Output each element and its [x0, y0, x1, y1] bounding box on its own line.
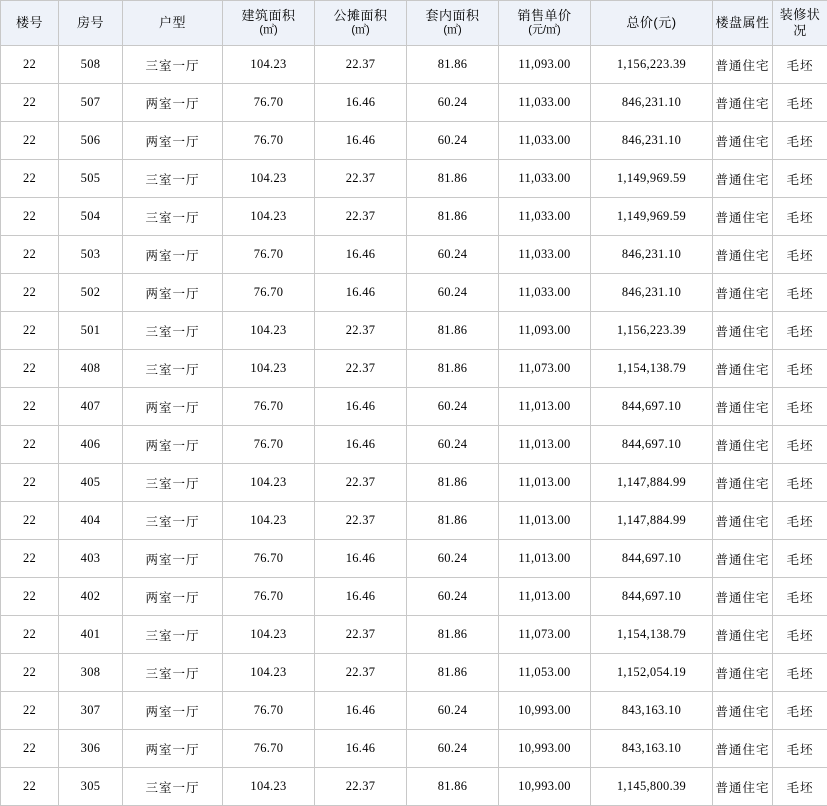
table-cell: 两室一厅	[123, 274, 223, 312]
table-cell: 60.24	[407, 692, 499, 730]
table-cell: 22	[1, 578, 59, 616]
column-header-title: 公摊面积	[316, 8, 405, 24]
table-cell: 22.37	[315, 198, 407, 236]
table-cell: 11,053.00	[499, 654, 591, 692]
table-cell: 16.46	[315, 730, 407, 768]
table-cell: 三室一厅	[123, 464, 223, 502]
column-header-4	[315, 1, 407, 46]
table-cell: 76.70	[223, 274, 315, 312]
table-cell: 60.24	[407, 122, 499, 160]
table-cell: 11,013.00	[499, 502, 591, 540]
table-cell: 1,156,223.39	[591, 46, 713, 84]
table-cell: 11,013.00	[499, 426, 591, 464]
table-header	[1, 1, 827, 46]
table-row	[1, 160, 827, 198]
table-cell: 普通住宅	[713, 426, 773, 464]
column-header-title: 户型	[124, 15, 221, 31]
table-cell: 22	[1, 616, 59, 654]
table-cell: 81.86	[407, 198, 499, 236]
table-cell: 两室一厅	[123, 122, 223, 160]
table-cell: 16.46	[315, 426, 407, 464]
table-cell: 16.46	[315, 84, 407, 122]
table-cell: 毛坯	[773, 84, 827, 122]
table-cell: 81.86	[407, 768, 499, 806]
table-cell: 普通住宅	[713, 730, 773, 768]
table-cell: 60.24	[407, 236, 499, 274]
column-header-2	[123, 1, 223, 46]
table-cell: 普通住宅	[713, 236, 773, 274]
table-cell: 普通住宅	[713, 46, 773, 84]
column-header-title: 楼号	[2, 15, 57, 31]
table-cell: 毛坯	[773, 502, 827, 540]
table-cell: 81.86	[407, 616, 499, 654]
table-cell: 1,152,054.19	[591, 654, 713, 692]
table-cell: 76.70	[223, 388, 315, 426]
table-cell: 普通住宅	[713, 692, 773, 730]
table-cell: 104.23	[223, 312, 315, 350]
table-cell: 104.23	[223, 502, 315, 540]
table-cell: 普通住宅	[713, 84, 773, 122]
table-cell: 毛坯	[773, 616, 827, 654]
table-cell: 毛坯	[773, 122, 827, 160]
table-body	[1, 46, 827, 806]
table-row	[1, 426, 827, 464]
table-cell: 毛坯	[773, 578, 827, 616]
table-cell: 76.70	[223, 122, 315, 160]
table-cell: 22	[1, 236, 59, 274]
table-cell: 三室一厅	[123, 654, 223, 692]
table-cell: 普通住宅	[713, 350, 773, 388]
table-cell: 11,013.00	[499, 464, 591, 502]
table-cell: 16.46	[315, 540, 407, 578]
table-cell: 22	[1, 160, 59, 198]
table-cell: 毛坯	[773, 46, 827, 84]
table-cell: 三室一厅	[123, 502, 223, 540]
table-cell: 22	[1, 312, 59, 350]
table-cell: 76.70	[223, 540, 315, 578]
table-cell: 两室一厅	[123, 578, 223, 616]
table-cell: 76.70	[223, 426, 315, 464]
table-cell: 普通住宅	[713, 388, 773, 426]
table-cell: 846,231.10	[591, 84, 713, 122]
column-header-5	[407, 1, 499, 46]
table-cell: 76.70	[223, 236, 315, 274]
table-cell: 76.70	[223, 84, 315, 122]
column-header-title: 销售单价	[500, 8, 589, 24]
table-cell: 毛坯	[773, 730, 827, 768]
table-cell: 两室一厅	[123, 236, 223, 274]
table-cell: 308	[59, 654, 123, 692]
table-cell: 104.23	[223, 46, 315, 84]
table-cell: 104.23	[223, 350, 315, 388]
column-header-title: 总价(元)	[592, 15, 711, 31]
table-cell: 普通住宅	[713, 198, 773, 236]
table-cell: 81.86	[407, 46, 499, 84]
table-row	[1, 654, 827, 692]
table-cell: 508	[59, 46, 123, 84]
table-cell: 普通住宅	[713, 768, 773, 806]
table-cell: 三室一厅	[123, 46, 223, 84]
table-cell: 408	[59, 350, 123, 388]
table-cell: 307	[59, 692, 123, 730]
table-cell: 普通住宅	[713, 122, 773, 160]
table-cell: 501	[59, 312, 123, 350]
column-header-8	[713, 1, 773, 46]
table-cell: 三室一厅	[123, 616, 223, 654]
table-row	[1, 768, 827, 806]
column-header-title: 建筑面积	[224, 8, 313, 24]
table-row	[1, 730, 827, 768]
table-cell: 407	[59, 388, 123, 426]
table-cell: 22	[1, 388, 59, 426]
table-cell: 843,163.10	[591, 730, 713, 768]
table-cell: 16.46	[315, 122, 407, 160]
column-header-title: 房号	[60, 15, 121, 31]
table-row	[1, 540, 827, 578]
table-cell: 22.37	[315, 46, 407, 84]
column-header-title: 套内面积	[408, 8, 497, 24]
table-cell: 22	[1, 198, 59, 236]
table-row	[1, 236, 827, 274]
table-cell: 22	[1, 46, 59, 84]
table-cell: 846,231.10	[591, 274, 713, 312]
table-cell: 16.46	[315, 274, 407, 312]
table-row	[1, 464, 827, 502]
table-cell: 普通住宅	[713, 502, 773, 540]
table-cell: 1,149,969.59	[591, 160, 713, 198]
table-cell: 毛坯	[773, 692, 827, 730]
table-cell: 三室一厅	[123, 768, 223, 806]
table-cell: 104.23	[223, 198, 315, 236]
table-cell: 毛坯	[773, 654, 827, 692]
table-cell: 11,013.00	[499, 388, 591, 426]
table-cell: 普通住宅	[713, 578, 773, 616]
table-cell: 81.86	[407, 160, 499, 198]
table-cell: 104.23	[223, 616, 315, 654]
table-cell: 22	[1, 654, 59, 692]
table-cell: 16.46	[315, 692, 407, 730]
table-cell: 60.24	[407, 578, 499, 616]
table-cell: 844,697.10	[591, 578, 713, 616]
table-cell: 104.23	[223, 160, 315, 198]
table-cell: 843,163.10	[591, 692, 713, 730]
table-cell: 11,093.00	[499, 312, 591, 350]
table-cell: 普通住宅	[713, 312, 773, 350]
table-cell: 22.37	[315, 768, 407, 806]
table-cell: 81.86	[407, 654, 499, 692]
table-cell: 22.37	[315, 160, 407, 198]
table-cell: 104.23	[223, 464, 315, 502]
table-cell: 844,697.10	[591, 540, 713, 578]
column-header-unit: (元/㎡)	[500, 24, 589, 38]
table-row	[1, 274, 827, 312]
table-cell: 60.24	[407, 388, 499, 426]
table-cell: 81.86	[407, 312, 499, 350]
table-cell: 402	[59, 578, 123, 616]
table-cell: 81.86	[407, 350, 499, 388]
table-cell: 81.86	[407, 502, 499, 540]
table-cell: 普通住宅	[713, 274, 773, 312]
table-cell: 11,073.00	[499, 350, 591, 388]
column-header-3	[223, 1, 315, 46]
table-cell: 毛坯	[773, 388, 827, 426]
column-header-9	[773, 1, 827, 46]
table-cell: 81.86	[407, 464, 499, 502]
table-cell: 两室一厅	[123, 84, 223, 122]
column-header-0	[1, 1, 59, 46]
table-cell: 1,156,223.39	[591, 312, 713, 350]
table-row	[1, 122, 827, 160]
table-cell: 11,013.00	[499, 578, 591, 616]
table-cell: 三室一厅	[123, 350, 223, 388]
table-cell: 1,149,969.59	[591, 198, 713, 236]
table-cell: 22	[1, 84, 59, 122]
table-row	[1, 84, 827, 122]
table-cell: 1,154,138.79	[591, 616, 713, 654]
table-cell: 三室一厅	[123, 160, 223, 198]
column-header-title: 楼盘属性	[714, 15, 771, 31]
table-cell: 401	[59, 616, 123, 654]
table-cell: 403	[59, 540, 123, 578]
table-cell: 404	[59, 502, 123, 540]
table-cell: 普通住宅	[713, 654, 773, 692]
table-cell: 76.70	[223, 578, 315, 616]
table-row	[1, 502, 827, 540]
column-header-1	[59, 1, 123, 46]
table-cell: 11,033.00	[499, 84, 591, 122]
table-cell: 毛坯	[773, 312, 827, 350]
table-cell: 306	[59, 730, 123, 768]
table-cell: 846,231.10	[591, 236, 713, 274]
table-cell: 503	[59, 236, 123, 274]
table-cell: 两室一厅	[123, 540, 223, 578]
table-cell: 22.37	[315, 654, 407, 692]
table-cell: 504	[59, 198, 123, 236]
table-cell: 11,033.00	[499, 122, 591, 160]
table-cell: 16.46	[315, 388, 407, 426]
table-cell: 22	[1, 730, 59, 768]
table-row	[1, 578, 827, 616]
table-cell: 22.37	[315, 312, 407, 350]
column-header-unit: (㎡)	[316, 24, 405, 38]
table-cell: 毛坯	[773, 160, 827, 198]
table-cell: 22.37	[315, 502, 407, 540]
table-cell: 846,231.10	[591, 122, 713, 160]
table-cell: 505	[59, 160, 123, 198]
table-cell: 60.24	[407, 426, 499, 464]
table-cell: 两室一厅	[123, 426, 223, 464]
table-cell: 506	[59, 122, 123, 160]
table-cell: 22	[1, 768, 59, 806]
table-cell: 22	[1, 464, 59, 502]
table-row	[1, 46, 827, 84]
table-cell: 11,033.00	[499, 198, 591, 236]
table-cell: 22	[1, 502, 59, 540]
table-cell: 普通住宅	[713, 464, 773, 502]
table-cell: 三室一厅	[123, 198, 223, 236]
table-cell: 11,033.00	[499, 160, 591, 198]
table-cell: 毛坯	[773, 198, 827, 236]
table-cell: 11,013.00	[499, 540, 591, 578]
table-cell: 844,697.10	[591, 426, 713, 464]
table-cell: 22	[1, 426, 59, 464]
column-header-title: 装修状况	[774, 7, 826, 40]
table-cell: 76.70	[223, 730, 315, 768]
table-cell: 两室一厅	[123, 730, 223, 768]
table-cell: 60.24	[407, 730, 499, 768]
table-cell: 844,697.10	[591, 388, 713, 426]
table-row	[1, 616, 827, 654]
table-cell: 1,145,800.39	[591, 768, 713, 806]
table-cell: 22.37	[315, 616, 407, 654]
table-cell: 22	[1, 692, 59, 730]
column-header-unit: (㎡)	[408, 24, 497, 38]
table-cell: 11,073.00	[499, 616, 591, 654]
table-cell: 1,147,884.99	[591, 464, 713, 502]
table-cell: 22	[1, 350, 59, 388]
table-cell: 毛坯	[773, 350, 827, 388]
table-cell: 60.24	[407, 540, 499, 578]
table-cell: 毛坯	[773, 768, 827, 806]
table-row	[1, 198, 827, 236]
table-cell: 22	[1, 540, 59, 578]
table-cell: 毛坯	[773, 426, 827, 464]
table-cell: 三室一厅	[123, 312, 223, 350]
table-cell: 两室一厅	[123, 388, 223, 426]
column-header-unit: (㎡)	[224, 24, 313, 38]
table-cell: 104.23	[223, 768, 315, 806]
table-cell: 76.70	[223, 692, 315, 730]
table-cell: 16.46	[315, 236, 407, 274]
table-row	[1, 388, 827, 426]
table-header-row	[1, 1, 827, 46]
table-cell: 22	[1, 122, 59, 160]
table-cell: 毛坯	[773, 274, 827, 312]
table-cell: 普通住宅	[713, 616, 773, 654]
table-cell: 22	[1, 274, 59, 312]
table-cell: 22.37	[315, 464, 407, 502]
table-cell: 毛坯	[773, 540, 827, 578]
table-cell: 11,033.00	[499, 274, 591, 312]
table-cell: 11,033.00	[499, 236, 591, 274]
table-cell: 502	[59, 274, 123, 312]
table-cell: 305	[59, 768, 123, 806]
table-cell: 60.24	[407, 274, 499, 312]
table-cell: 两室一厅	[123, 692, 223, 730]
column-header-7	[591, 1, 713, 46]
table-cell: 普通住宅	[713, 540, 773, 578]
table-cell: 普通住宅	[713, 160, 773, 198]
table-cell: 22.37	[315, 350, 407, 388]
table-cell: 1,154,138.79	[591, 350, 713, 388]
table-cell: 406	[59, 426, 123, 464]
table-row	[1, 692, 827, 730]
table-cell: 毛坯	[773, 236, 827, 274]
table-cell: 10,993.00	[499, 730, 591, 768]
table-cell: 507	[59, 84, 123, 122]
table-row	[1, 312, 827, 350]
table-cell: 16.46	[315, 578, 407, 616]
table-cell: 405	[59, 464, 123, 502]
table-row	[1, 350, 827, 388]
table-cell: 11,093.00	[499, 46, 591, 84]
table-cell: 10,993.00	[499, 768, 591, 806]
table-cell: 毛坯	[773, 464, 827, 502]
table-cell: 10,993.00	[499, 692, 591, 730]
table-cell: 1,147,884.99	[591, 502, 713, 540]
table-cell: 104.23	[223, 654, 315, 692]
table-cell: 60.24	[407, 84, 499, 122]
column-header-6	[499, 1, 591, 46]
